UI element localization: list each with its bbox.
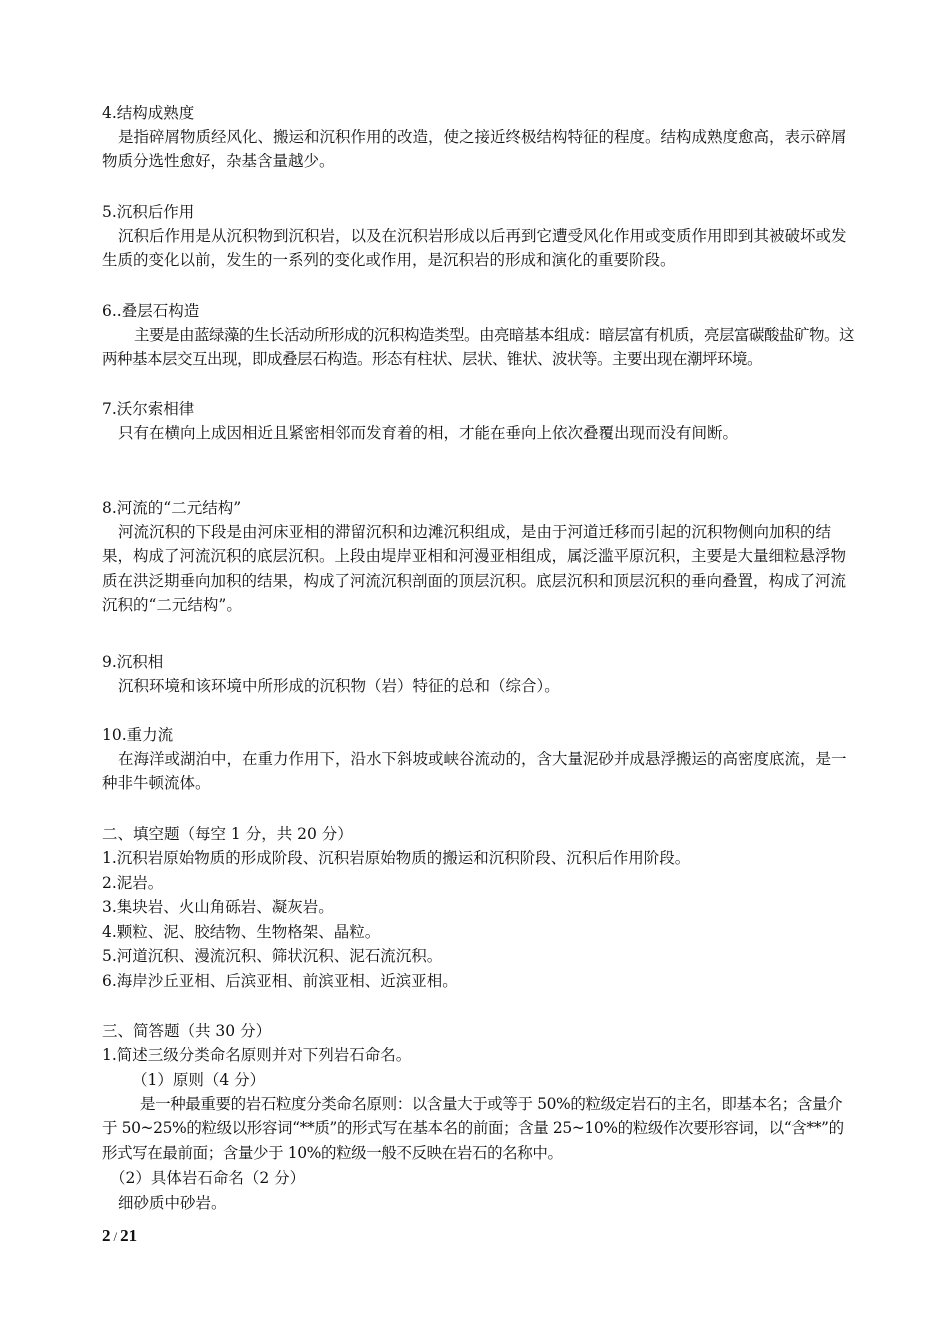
section-6-body: 主要是由蓝绿藻的生长活动所形成的沉积构造类型。由亮暗基本组成：暗层富有机质，亮层富碳酸盐矿物。这两种基本层交互出现，即成叠层石构造。形态有柱状、层状、锥状、波状等。主要出现在潮坪环境。	[102, 326, 855, 369]
section-6-heading: 6..叠层石构造	[102, 302, 200, 320]
naming-subheading: （2）具体岩石命名（2 分）	[110, 1169, 306, 1187]
fill-in-answer-1: 1.沉积岩原始物质的形成阶段、沉积岩原始物质的搬运和沉积阶段、沉积后作用阶段。	[102, 849, 691, 867]
section-10-body: 在海洋或湖泊中，在重力作用下，沿水下斜坡或峡谷流动的，含大量泥砂并成悬浮搬运的高密度底流，是一种非牛顿流体。	[102, 750, 847, 793]
section-7-heading: 7.沃尔索相律	[102, 400, 195, 418]
short-answer-question-1: 1.简述三级分类命名原则并对下列岩石命名。	[102, 1046, 412, 1064]
section-7-body: 只有在横向上成因相近且紧密相邻而发育着的相，才能在垂向上依次叠覆出现而没有间断。	[118, 424, 739, 442]
principle-body: 是一种最重要的岩石粒度分类命名原则：以含量大于或等于 50%的粒级定岩石的主名，即基本名；含量介于 50~25%的粒级以形容词“**质”的形式写在基本名的前面；含量 25~10%的粒级作次要形容词，以“含**”的形式写在最前面；含量少于 10%的粒级一般不反映在岩石的名称中。	[102, 1095, 844, 1162]
section-9-body: 沉积环境和该环境中所形成的沉积物（岩）特征的总和（综合）。	[118, 677, 560, 695]
section-10-heading: 10.重力流	[102, 726, 174, 744]
fill-in-answer-3: 3.集块岩、火山角砾岩、凝灰岩。	[102, 898, 334, 916]
fill-in-heading: 二、填空题（每空 1 分，共 20 分）	[102, 825, 353, 843]
principle-subheading: （1）原则（4 分）	[132, 1071, 266, 1089]
section-4-body: 是指碎屑物质经风化、搬运和沉积作用的改造，使之接近终极结构特征的程度。结构成熟度愈高，表示碎屑物质分选性愈好，杂基含量越少。	[102, 128, 847, 171]
page-separator: /	[113, 1229, 118, 1244]
fill-in-answer-5: 5.河道沉积、漫流沉积、筛状沉积、泥石流沉积。	[102, 947, 443, 965]
naming-answer: 细砂质中砂岩。	[118, 1194, 227, 1212]
page-number	[102, 1226, 137, 1246]
section-4-heading: 4.结构成熟度	[102, 104, 195, 122]
fill-in-answer-6: 6.海岸沙丘亚相、后滨亚相、前滨亚相、近滨亚相。	[102, 972, 458, 990]
section-9-heading: 9.沉积相	[102, 653, 164, 671]
section-8-heading: 8.河流的“二元结构”	[102, 499, 242, 517]
section-5-heading: 5.沉积后作用	[102, 203, 195, 221]
section-8-body: 河流沉积的下段是由河床亚相的滞留沉积和边滩沉积组成，是由于河道迁移而引起的沉积物侧向加积的结果，构成了河流沉积的底层沉积。上段由堤岸亚相和河漫亚相组成，属泛滥平原沉积，主要是大量细粒悬浮物质在洪泛期垂向加积的结果，构成了河流沉积剖面的顶层沉积。底层沉积和顶层沉积的垂向叠置，构成了河流沉积的“二元结构”。	[102, 523, 847, 615]
section-5-body: 沉积后作用是从沉积物到沉积岩，以及在沉积岩形成以后再到它遭受风化作用或变质作用即到其被破坏或发生质的变化以前，发生的一系列的变化或作用，是沉积岩的形成和演化的重要阶段。	[102, 227, 847, 270]
fill-in-answer-2: 2.泥岩。	[102, 874, 164, 892]
short-answer-heading: 三、简答题（共 30 分）	[102, 1022, 272, 1040]
total-pages: 21	[120, 1226, 138, 1245]
current-page: 2	[102, 1226, 111, 1245]
fill-in-answer-4: 4.颗粒、泥、胶结物、生物格架、晶粒。	[102, 923, 381, 941]
